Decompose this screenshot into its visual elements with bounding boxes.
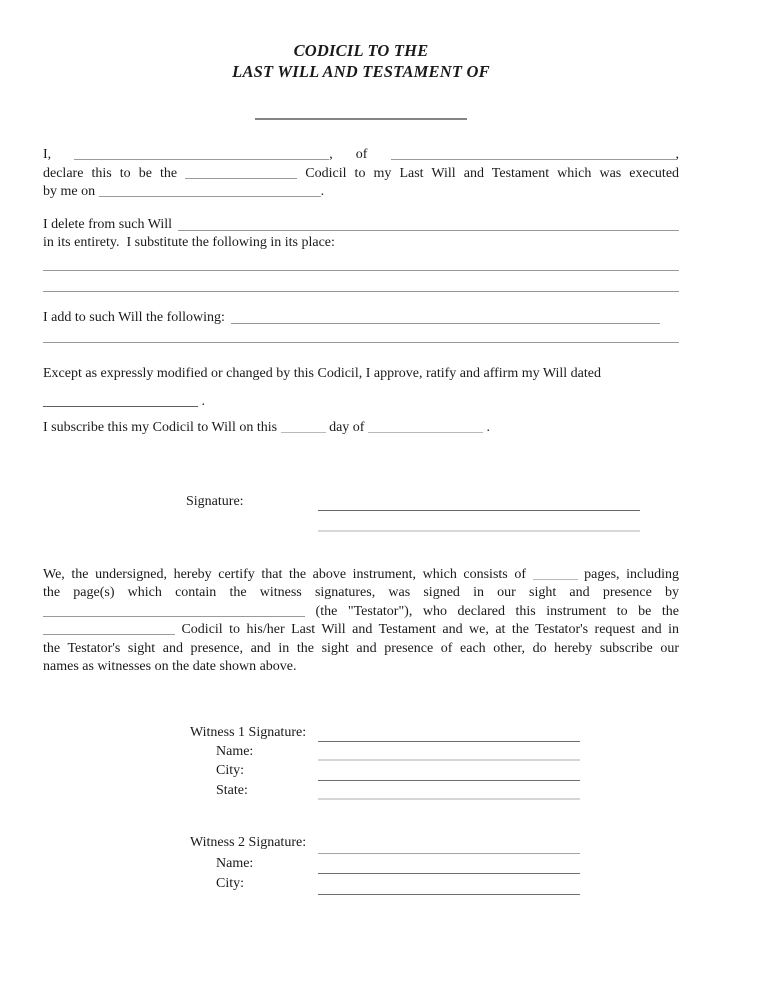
- cert-line-6: names as witnesses on the date shown above.: [43, 659, 297, 674]
- delete-clause: [43, 216, 679, 253]
- add-clause: [43, 309, 679, 328]
- codicil-ordinal-cert-blank: [43, 623, 175, 635]
- intro-i-label: I,: [43, 147, 52, 162]
- affirm-clause-line-2: [43, 393, 679, 412]
- cert-text-3b: (the "Testator"), who declared this instrument to be the: [315, 603, 679, 619]
- witness-1-state-row: [43, 781, 679, 800]
- witness-certification-paragraph: [43, 566, 679, 677]
- affirm-period: .: [201, 393, 205, 409]
- witness-2-city-label: City:: [216, 876, 245, 892]
- signing-day-blank: [281, 421, 326, 433]
- subscribe-clause: [43, 419, 679, 438]
- witness-1-city-row: [43, 761, 679, 780]
- subscribe-text-b: day of: [329, 420, 365, 435]
- document-content: [43, 0, 679, 895]
- witness-2-city-line: [318, 894, 580, 895]
- cert-line-5: the Testator's sight and presence, and in the sight and presence of each other, do hereby subscribe our: [43, 640, 679, 656]
- subscribe-period: .: [486, 420, 490, 435]
- witness-1-name-label: Name:: [216, 743, 254, 759]
- testator-name-blank: [74, 148, 329, 160]
- intro-byme-label: by me on: [43, 184, 96, 199]
- witness-2-name-row: [43, 854, 679, 875]
- intro-codicil-label: Codicil to my Last Will and Testament which was executed: [305, 165, 680, 181]
- testator-signature-block: [43, 490, 679, 534]
- signing-month-year-blank: [368, 421, 483, 433]
- testator-signature-line: [318, 510, 640, 511]
- page-count-blank: [533, 568, 578, 580]
- affirmed-will-date-blank: [43, 395, 198, 407]
- subscribe-text-a: I subscribe this my Codicil to Will on this: [43, 420, 278, 435]
- intro-line-3: [43, 183, 679, 202]
- substitute-text-line-1: [43, 270, 679, 271]
- signature-label: Signature:: [186, 493, 244, 509]
- affirm-clause: [43, 365, 679, 411]
- testator-name-cert-blank: [43, 605, 305, 617]
- deleted-provision-blank: [178, 216, 679, 232]
- document-title: [43, 40, 679, 82]
- witness-1-city-label: City:: [216, 763, 245, 779]
- add-clause-line-1: [43, 309, 679, 328]
- witness-1-signature-row: [43, 723, 679, 742]
- intro-line-1: [43, 146, 679, 165]
- document-title-line1: CODICIL TO THE: [293, 41, 429, 60]
- affirm-clause-text: Except as expressly modified or changed by this Codicil, I approve, ratify and affirm my Will dated: [43, 366, 601, 381]
- testator-residence-blank: [391, 148, 676, 160]
- witness-2-block: [43, 833, 679, 895]
- intro-of-label: , of: [329, 147, 368, 162]
- intro-period: .: [320, 184, 325, 199]
- cert-text-1a: We, the undersigned, hereby certify that the above instrument, which consists of: [43, 566, 526, 582]
- testator-name-title-blank: [255, 118, 467, 120]
- witness-2-city-row: [43, 874, 679, 895]
- document-title-line2: LAST WILL AND TESTAMENT OF: [232, 62, 490, 81]
- witness-1-block: [43, 723, 679, 801]
- add-clause-label: I add to such Will the following:: [43, 309, 225, 325]
- witness-2-name-label: Name:: [216, 855, 254, 871]
- added-provision-line-2: [43, 342, 679, 343]
- cert-text-4b: Codicil to his/her Last Will and Testament and we, at the Testator's request and in: [181, 622, 679, 637]
- witness-1-state-label: State:: [216, 782, 248, 798]
- cert-text-1b: pages, including: [584, 566, 680, 582]
- intro-comma: ,: [675, 147, 680, 162]
- witness-2-signature-label: Witness 2 Signature:: [190, 835, 307, 851]
- delete-clause-line-1: [43, 216, 679, 235]
- witness-1-signature-label: Witness 1 Signature:: [190, 724, 307, 740]
- witness-1-name-row: [43, 742, 679, 761]
- witness-1-state-line: [318, 798, 580, 800]
- intro-line-2: [43, 165, 679, 184]
- cert-line-4: [43, 621, 679, 640]
- testator-signature-line-2: [318, 530, 640, 532]
- cert-line-1: [43, 566, 679, 585]
- intro-declare-label: declare this to be the: [43, 165, 178, 181]
- witness-2-signature-row: [43, 833, 679, 854]
- cert-line-2: the page(s) which contain the witness signatures, was signed in our sight and presence by: [43, 585, 679, 600]
- codicil-ordinal-blank: [185, 167, 297, 179]
- will-execution-date-blank: [99, 185, 321, 197]
- cert-line-3: [43, 603, 679, 622]
- substitute-text-line-2: [43, 291, 679, 292]
- delete-clause-label: I delete from such Will: [43, 216, 173, 232]
- delete-clause-line-2: in its entirety. I substitute the following in its place:: [43, 235, 335, 250]
- intro-paragraph: [43, 146, 679, 202]
- added-provision-blank: [231, 309, 660, 325]
